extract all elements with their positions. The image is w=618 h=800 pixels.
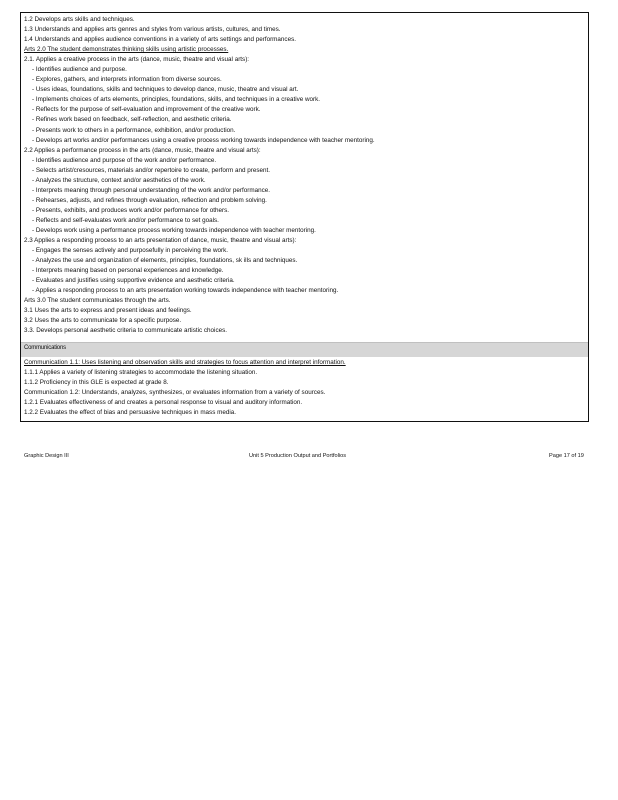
standard-line: 1.2.1 Evaluates effectiveness of and creates a personal response to visual and auditory information.: [24, 399, 303, 407]
communications-section-header: [21, 342, 588, 357]
standard-line: 1.4 Understands and applies audience conventions in a variety of arts settings and performances.: [24, 36, 296, 44]
standard-line: - Applies a responding process to an arts presentation working towards independence with teacher mentoring.: [32, 287, 339, 295]
standard-line: - Rehearses, adjusts, and refines through evaluation, reflection and problem solving.: [32, 196, 267, 204]
standard-line: - Reflects for the purpose of self-evaluation and improvement of the creative work.: [32, 106, 261, 114]
standard-line: - Analyzes the use and organization of elements, principles, foundations, sk ills and techniques.: [32, 257, 298, 265]
footer-course: Graphic Design III: [24, 453, 69, 459]
standard-line: - Develops art works and/or performances using a creative process working towards independence with teacher mentoring.: [32, 136, 375, 144]
standard-line: - Implements choices of arts elements, principles, foundations, skills, and techniques in a creative work.: [32, 96, 321, 104]
standard-line: 1.1.2 Proficiency in this GLE is expected at grade 8.: [24, 379, 169, 387]
standard-line: 2.1. Applies a creative process in the arts (dance, music, theatre and visual arts):: [24, 56, 250, 64]
standard-line: - Analyzes the structure, context and/or aesthetics of the work.: [32, 176, 206, 184]
standard-line: - Presents work to others in a performance, exhibition, and/or production.: [32, 126, 236, 134]
arts-standards-block: [24, 15, 585, 337]
standard-line: - Presents, exhibits, and produces work and/or performance for others.: [32, 206, 230, 214]
standard-line: - Reflects and self-evaluates work and/or performance to set goals.: [32, 216, 219, 224]
standard-line: - Develops work using a performance process working towards independence with teacher mentoring.: [32, 226, 316, 234]
standard-line: - Identifies audience and purpose of the work and/or performance.: [32, 156, 217, 164]
standards-table: [20, 12, 589, 422]
standard-line: Communication 1.1: Uses listening and observation skills and strategies to focus attention and interpret information.: [24, 359, 346, 366]
standard-line: 2.3 Applies a responding process to an arts presentation of dance, music, theatre and visual arts):: [24, 237, 297, 245]
standard-line: Communication 1.2: Understands, analyzes, synthesizes, or evaluates information from a variety of sources.: [24, 389, 326, 397]
standard-line: 2.2 Applies a performance process in the arts (dance, music, theatre and visual arts):: [24, 146, 261, 154]
standard-line: Arts 2.0 The student demonstrates thinking skills using artistic processes.: [24, 46, 229, 54]
standard-line: - Interprets meaning through personal understanding of the work and/or performance.: [32, 186, 271, 194]
standard-line: - Interprets meaning based on personal experiences and knowledge.: [32, 267, 224, 275]
standard-line: - Refines work based on feedback, self-reflection, and aesthetic criteria.: [32, 116, 232, 124]
standard-line: 3.1 Uses the arts to express and present ideas and feelings.: [24, 307, 192, 315]
communications-standards-block: [24, 358, 585, 418]
standard-line: 1.2.2 Evaluates the effect of bias and persuasive techniques in mass media.: [24, 409, 237, 417]
footer-unit: Unit 5 Production Output and Portfolios: [249, 453, 347, 459]
standard-line: - Explores, gathers, and interprets information from diverse sources.: [32, 76, 222, 84]
standard-line: Arts 3.0 The student communicates through the arts.: [24, 297, 171, 305]
standard-line: 1.3 Understands and applies arts genres and styles from various artists, cultures, and times.: [24, 26, 281, 34]
footer-page-number: Page 17 of 19: [549, 453, 584, 459]
standard-line: - Evaluates and justifies using supportive evidence and aesthetic criteria.: [32, 277, 235, 285]
standard-line: - Identifies audience and purpose.: [32, 66, 127, 74]
standard-line: - Uses ideas, foundations, skills and techniques to develop dance, music, theatre and visual art.: [32, 86, 299, 94]
standard-line: 1.2 Develops arts skills and techniques.: [24, 16, 135, 23]
standard-line: 1.1.1 Applies a variety of listening strategies to accommodate the listening situation.: [24, 369, 258, 377]
standard-line: - Selects artist/cresources, materials and/or repertoire to create, perform and present.: [32, 166, 270, 174]
standard-line: 3.3. Develops personal aesthetic criteria to communicate artistic choices.: [24, 327, 227, 335]
standard-line: - Engages the senses actively and purposefully in perceiving the work.: [32, 247, 229, 255]
communications-header-label: Communications: [24, 345, 66, 351]
standard-line: 3.2 Uses the arts to communicate for a specific purpose.: [24, 317, 182, 325]
